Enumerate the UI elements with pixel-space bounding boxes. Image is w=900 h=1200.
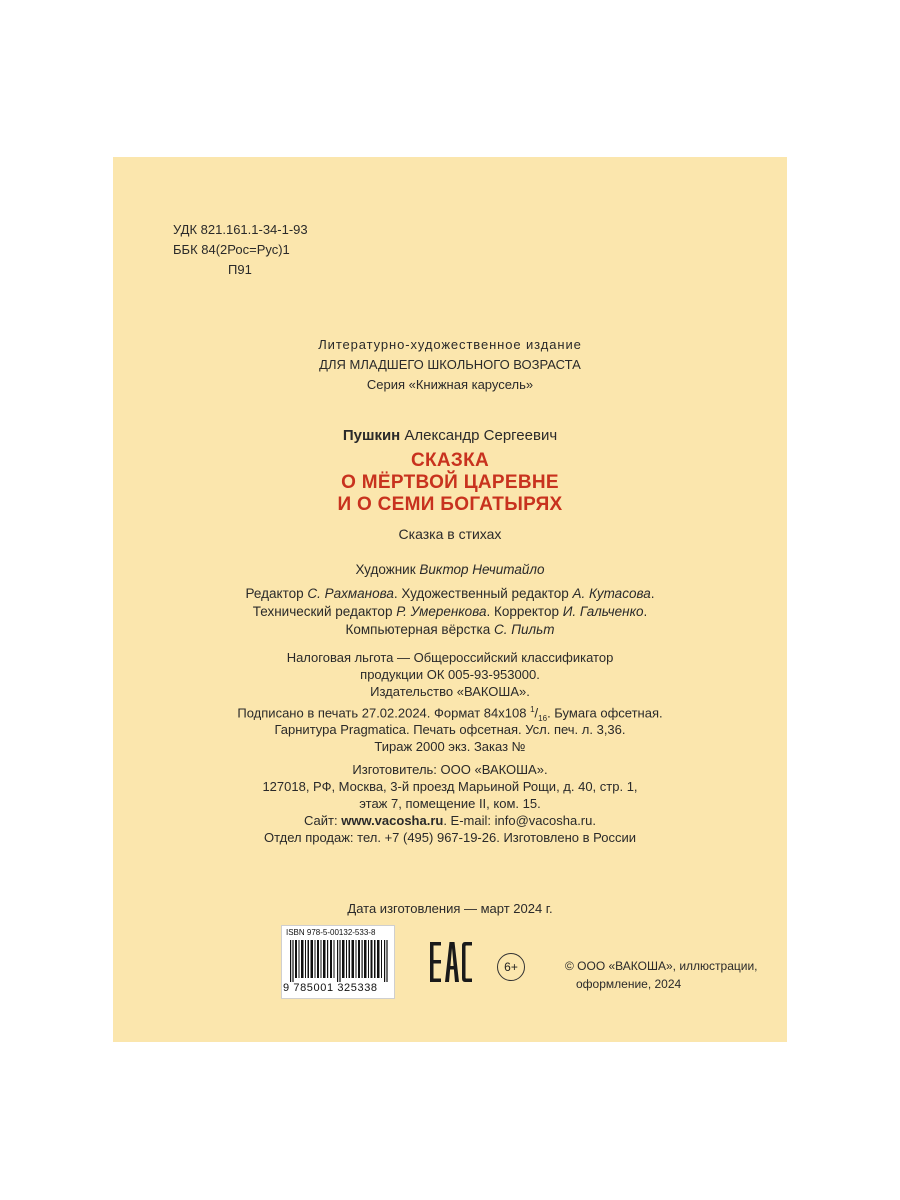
tech-editor-name: Р. Умеренкова (396, 604, 487, 619)
author-name: Александр Сергеевич (404, 427, 558, 444)
publisher-line: Издательство «ВАКОША». (370, 684, 530, 699)
age-rating-badge: 6+ (497, 953, 525, 981)
maker-address-1: 127018, РФ, Москва, 3-й проезд Марьиной Рощи, д. 40, стр. 1, (262, 779, 638, 794)
layout-label: Компьютерная вёрстка (345, 622, 491, 637)
tech-editor-line: Технический редактор Р. Умеренкова. Корректор И. Гальченко. (252, 604, 648, 619)
art-editor-label: . Художественный редактор (393, 586, 569, 601)
copyright-line-2: оформление, 2024 (576, 977, 682, 991)
corrector-name: И. Гальченко (562, 604, 644, 619)
layout-line (113, 621, 787, 639)
email-text: . E-mail: info@vacosha.ru. (443, 813, 596, 828)
copyright-line-1: © ООО «ВАКОША», иллюстрации, (565, 959, 758, 973)
artist-line (113, 561, 787, 579)
editor-label: Редактор (245, 586, 304, 601)
author-mark-code: П91 (228, 262, 252, 277)
isbn-label: ISBN 978-5-00132-533-8 (286, 928, 376, 937)
tax-line-1: Налоговая льгота — Общероссийский классификатор (286, 650, 614, 665)
artist-label: Художник (355, 562, 416, 577)
maker-address-2: этаж 7, помещение II, ком. 15. (359, 796, 541, 811)
print-line-2: Гарнитура Pragmatica. Печать офсетная. Усл. печ. л. 3,36. (274, 722, 626, 737)
udk-code: УДК 821.161.1-34-1-93 (173, 222, 308, 237)
edition-audience: ДЛЯ МЛАДШЕГО ШКОЛЬНОГО ВОЗРАСТА (319, 357, 581, 372)
edition-type: Литературно-художественное издание (318, 337, 582, 352)
genre: Сказка в стихах (398, 526, 502, 542)
maker-line-1: Изготовитель: ООО «ВАКОША». (352, 762, 548, 777)
art-editor-name: А. Кутасова (572, 586, 651, 601)
tech-editor-label: Технический редактор (252, 604, 393, 619)
editor-name: С. Рахманова (307, 586, 394, 601)
print-format: Подписано в печать 27.02.2024. Формат 84х108 (237, 705, 527, 721)
format-fraction-denominator: 16 (538, 713, 548, 723)
eac-icon (429, 940, 473, 984)
isbn-barcode (281, 925, 395, 999)
layout-name: С. Пильт (494, 622, 555, 637)
manufacture-date: Дата изготовления — март 2024 г. (347, 901, 553, 916)
corrector-label: . Корректор (486, 604, 559, 619)
sales-line: Отдел продаж: тел. +7 (495) 967-19-26. Изготовлено в России (263, 830, 637, 845)
print-line-1: Подписано в печать 27.02.2024. Формат 84х108 $^1/_{16}$. Бумага офсетная. (237, 705, 663, 723)
format-fraction-numerator: 1 (530, 705, 535, 714)
artist-name: Виктор Нечитайло (419, 562, 545, 577)
series-name: Серия «Книжная карусель» (366, 377, 534, 392)
site-link[interactable]: www.vacosha.ru (341, 813, 444, 828)
contacts-line (113, 813, 787, 828)
barcode-icon (290, 940, 390, 982)
copyright (565, 957, 758, 993)
book-title-line-3: И О СЕМИ БОГАТЫРЯХ (337, 494, 563, 515)
imprint-page (113, 157, 787, 1042)
site-label: Сайт: (304, 813, 342, 828)
author-surname: Пушкин (342, 427, 401, 444)
author-line (113, 427, 787, 444)
editors-line: Редактор С. Рахманова. Художественный редактор А. Кутасова. (245, 586, 655, 601)
barcode-number: 9 785001 325338 (283, 982, 378, 994)
book-title-line-2: О МЁРТВОЙ ЦАРЕВНЕ (341, 472, 559, 493)
paper-type: . Бумага офсетная. (547, 705, 663, 721)
book-title-line-1: СКАЗКА (410, 450, 490, 471)
tax-line-2: продукции ОК 005-93-953000. (360, 667, 540, 682)
bbk-code: ББК 84(2Рос=Рус)1 (173, 242, 290, 257)
print-line-3: Тираж 2000 экз. Заказ № (374, 739, 526, 754)
